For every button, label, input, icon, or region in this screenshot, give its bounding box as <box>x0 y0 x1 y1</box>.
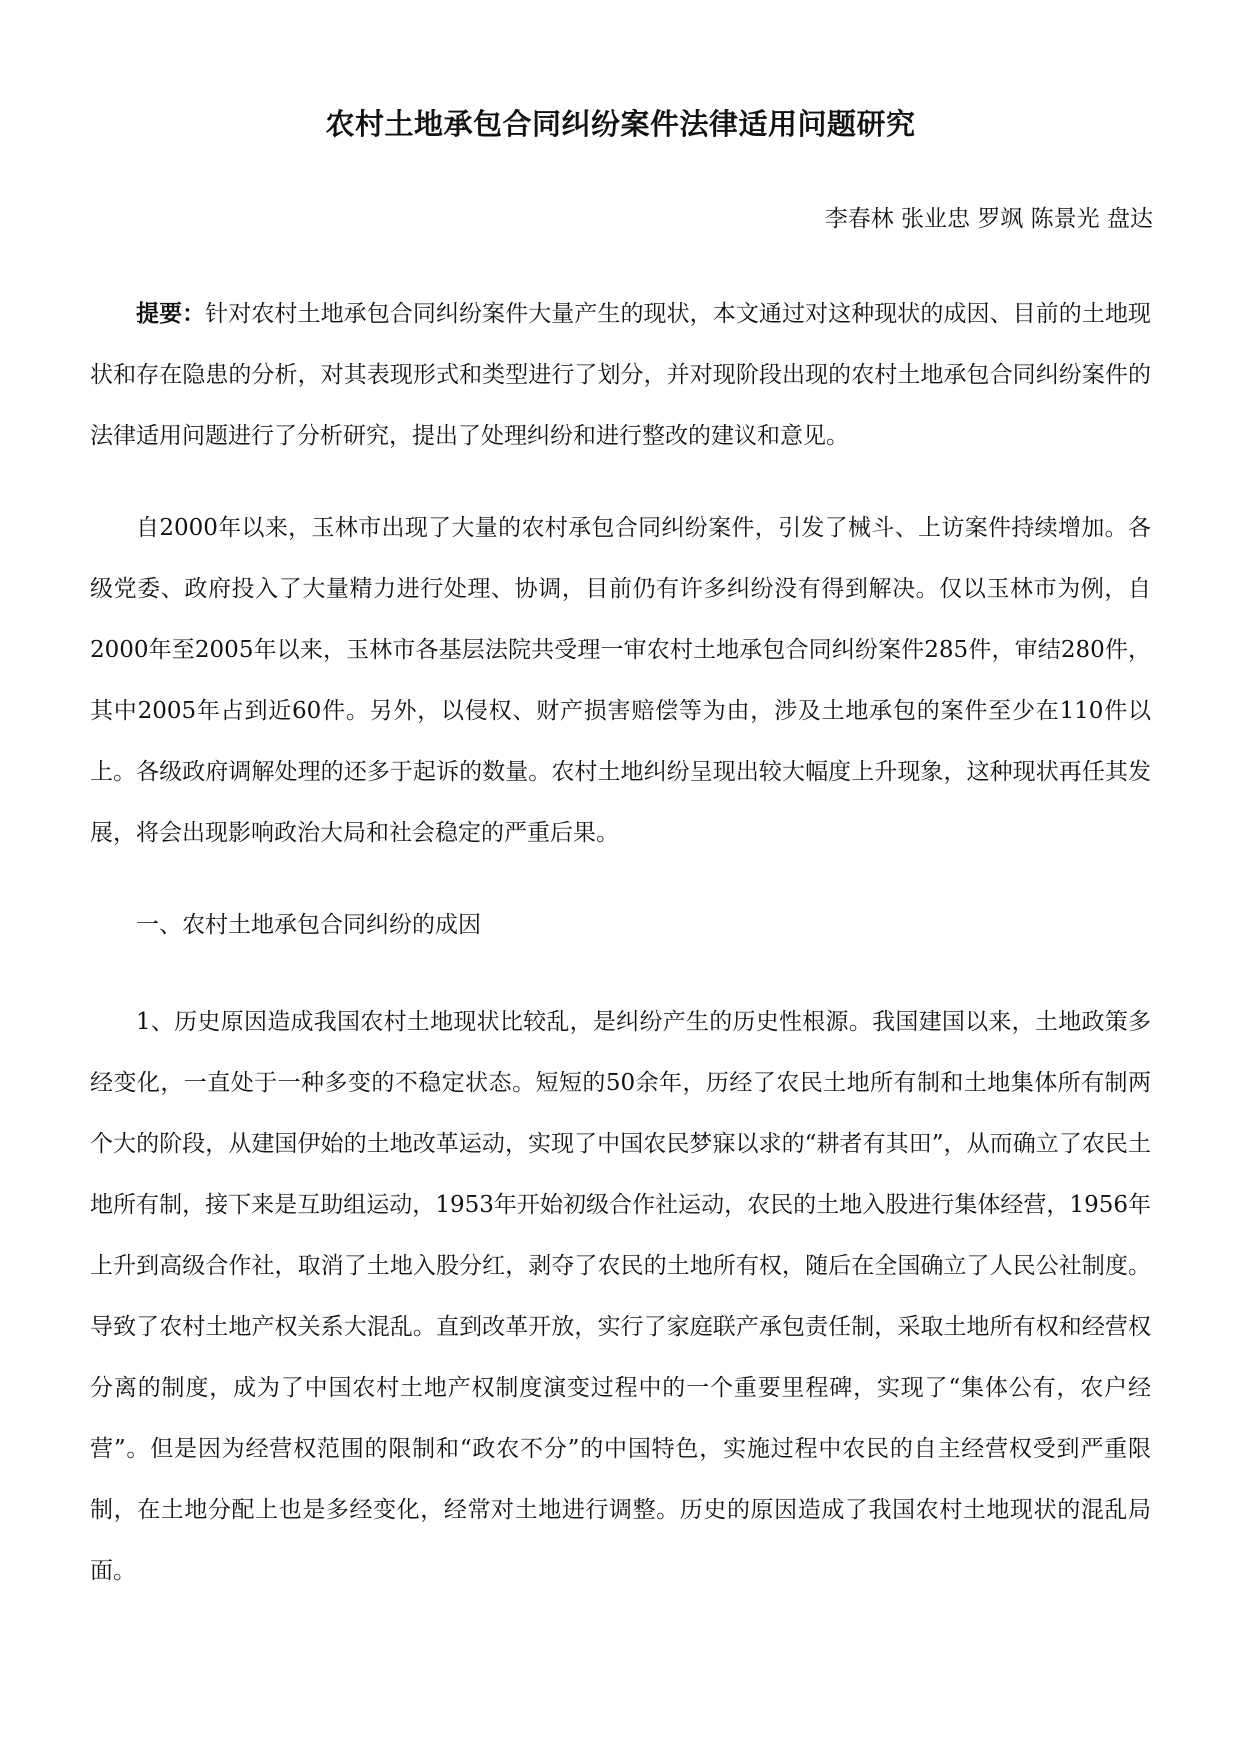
abstract-text: 针对农村土地承包合同纠纷案件大量产生的现状，本文通过对这种现状的成因、目前的土地现状和存在隐患的分析，对其表现形式和类型进行了划分，并对现阶段出现的农村土地承包合同纠纷案件的法律适用问题进行了分析研究，提出了处理纠纷和进行整改的建议和意见。 <box>90 301 1152 449</box>
document-title: 农村土地承包合同纠纷案件法律适用问题研究 <box>325 107 916 141</box>
author-list: 李春林 张业忠 罗飒 陈景光 盘达 <box>824 206 1153 232</box>
abstract-label: 提要： <box>136 301 206 327</box>
cause-1-paragraph: 1、历史原因造成我国农村土地现状比较乱，是纠纷产生的历史性根源。我国建国以来，土地政策多经变化，一直处于一种多变的不稳定状态。短短的50余年，历经了农民土地所有制和土地集体所有制两个大的阶段，从建国伊始的土地改革运动，实现了中国农民梦寐以求的“耕者有其田”，从而确立了农民土地所有制，接下来是互助组运动，1953年开始初级合作社运动，农民的土地入股进行集体经营，1956年上升到高级合作社，取消了土地入股分红，剥夺了农民的土地所有权，随后在全国确立了人民公社制度。导致了农村土地产权关系大混乱。直到改革开放，实行了家庭联产承包责任制，采取土地所有权和经营权分离的制度，成为了中国农村土地产权制度演变过程中的一个重要里程碑，实现了“集体公有，农户经营”。但是因为经营权范围的限制和“政农不分”的中国特色，实施过程中农民的自主经营权受到严重限制，在土地分配上也是多经变化，经常对土地进行调整。历史的原因造成了我国农村土地现状的混乱局面。 <box>90 1009 1151 1584</box>
abstract-paragraph <box>90 284 1151 467</box>
intro-paragraph: 自2000年以来，玉林市出现了大量的农村承包合同纠纷案件，引发了械斗、上访案件持续增加。各级党委、政府投入了大量精力进行处理、协调，目前仍有许多纠纷没有得到解决。仅以玉林市为例，自2000年至2005年以来，玉林市各基层法院共受理一审农村土地承包合同纠纷案件285件，审结280件，其中2005年占到近60件。另外，以侵权、财产损害赔偿等为由，涉及土地承包的案件至少在110件以上。各级政府调解处理的还多于起诉的数量。农村土地纠纷呈现出较大幅度上升现象，这种现状再任其发展，将会出现影响政治大局和社会稳定的严重后果。 <box>90 515 1151 846</box>
section-heading: 一、农村土地承包合同纠纷的成因 <box>136 912 481 938</box>
